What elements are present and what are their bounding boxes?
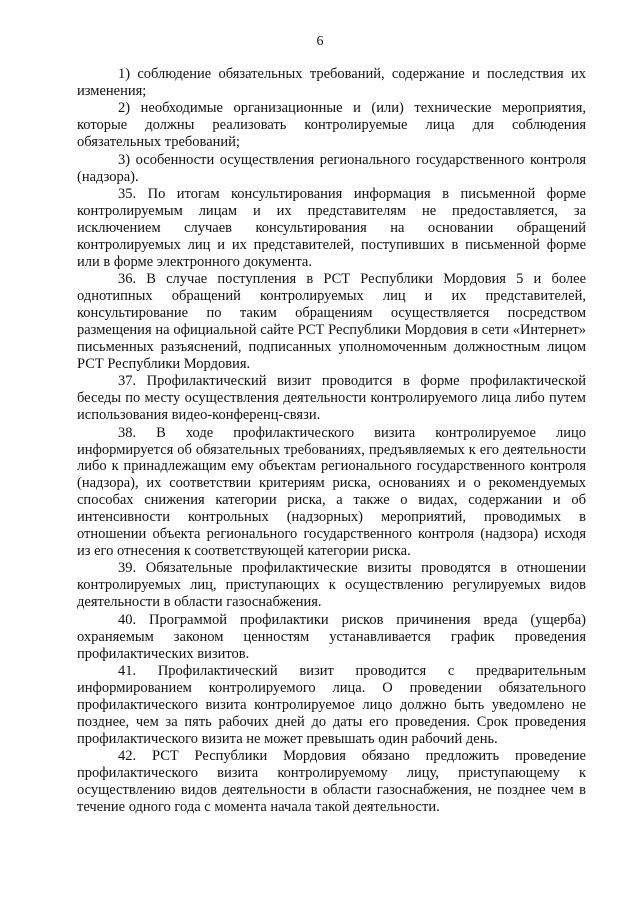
paragraph-item-2: 2) необходимые организационные и (или) технические мероприятия, которые должны реализовать контролируемые лица для соблюдения обязательных требований;: [77, 100, 586, 151]
paragraph-35: 35. По итогам консультирования информация в письменной форме контролируемым лицам и их представителям не предоставляется, за исключением случаев консультирования на основании обращений контролируемых лиц и их представителей, поступивших в письменной форме или в форме электронного документа.: [77, 186, 586, 270]
paragraph-41: 41. Профилактический визит проводится с предварительным информированием контролируемого лица. О проведении обязательного профилактического визита контролируемое лицо должно быть уведомлено не позднее, чем за пять рабочих дней до даты его проведения. Срок проведения профилактического визита не может превышать один рабочий день.: [77, 663, 586, 747]
paragraph-42: 42. РСТ Республики Мордовия обязано предложить проведение профилактического визита контролируемому лицу, приступающему к осуществлению видов деятельности в области газоснабжения, не позднее чем в течение одного года с момента начала такой деятельности.: [77, 748, 586, 815]
paragraph-item-1: 1) соблюдение обязательных требований, содержание и последствия их изменения;: [77, 66, 586, 99]
paragraph-37: 37. Профилактический визит проводится в форме профилактической беседы по месту осуществления деятельности контролируемого лица либо путем использования видео-конференц-связи.: [77, 373, 586, 424]
paragraph-38: 38. В ходе профилактического визита контролируемое лицо информируется об обязательных требованиях, предъявляемых к его деятельности либо к принадлежащим ему объектам регионального государственного контроля (надзора), их соответствии критериям риска, основаниях и о рекомендуемых способах снижения категории риска, а также о видах, содержании и об интенсивности контрольных (надзорных) мероприятий, проводимых в отношении объекта регионального государственного контроля (надзора) исходя из его отнесения к соответствующей категории риска.: [77, 424, 586, 559]
paragraph-39: 39. Обязательные профилактические визиты проводятся в отношении контролируемых лиц, приступающих к осуществлению регулируемых видов деятельности в области газоснабжения.: [77, 560, 586, 611]
paragraph-36: 36. В случае поступления в РСТ Республики Мордовия 5 и более однотипных обращений контролируемых лиц и их представителей, консультирование по таким обращениям осуществляется посредством размещения на официальной сайте РСТ Республики Мордовия в сети «Интернет» письменных разъяснений, подписанных уполномоченным должностным лицом РСТ Республики Мордовия.: [77, 271, 586, 372]
document-body: [77, 66, 586, 816]
paragraph-item-3: 3) особенности осуществления регионального государственного контроля (надзора).: [77, 151, 586, 185]
page-number: 6: [316, 34, 324, 49]
paragraph-40: 40. Программой профилактики рисков причинения вреда (ущерба) охраняемым законом ценностям устанавливается график проведения профилактических визитов.: [77, 611, 586, 662]
